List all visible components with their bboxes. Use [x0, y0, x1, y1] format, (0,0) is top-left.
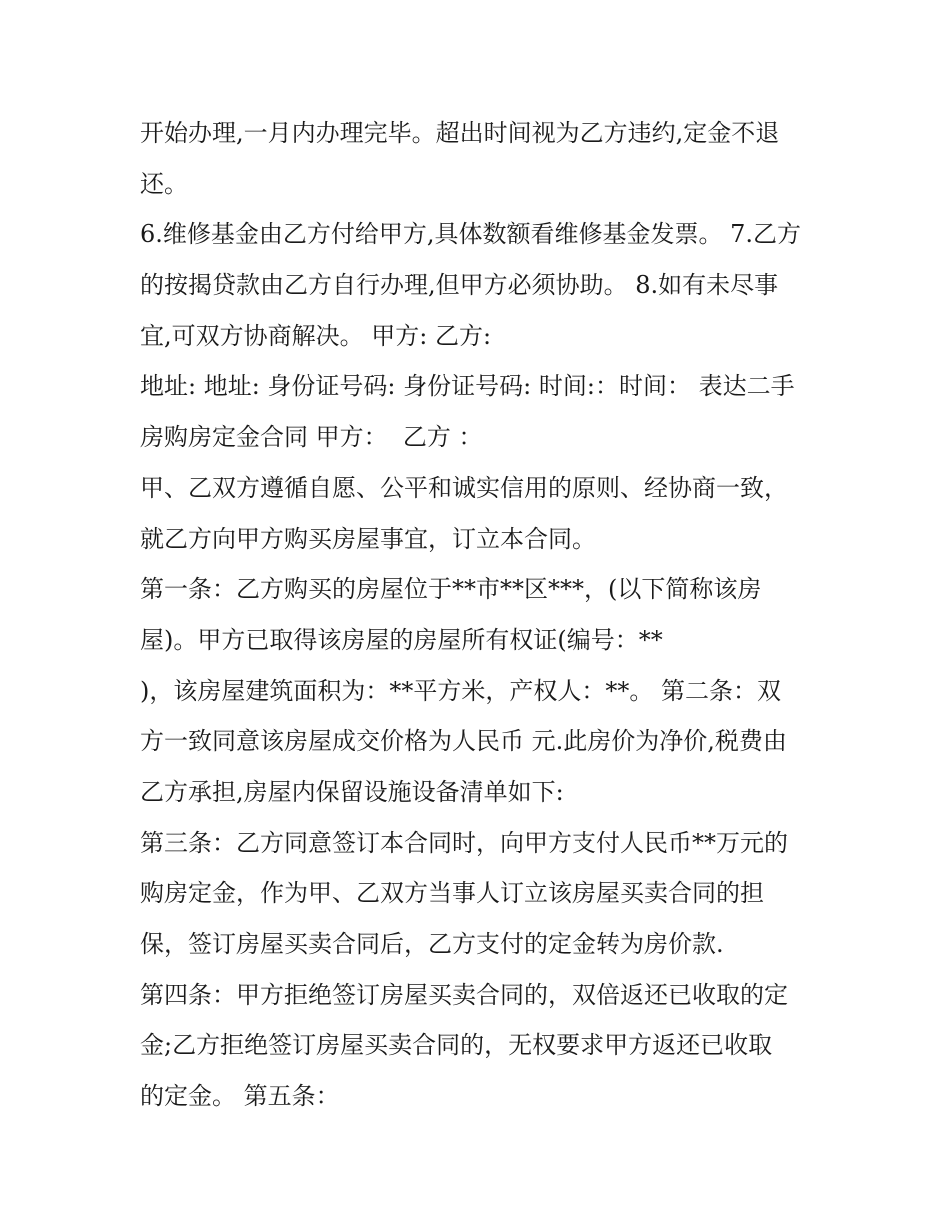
text-line: 6.维修基金由乙方付给甲方,具体数额看维修基金发票。 7.乙方 [140, 220, 802, 249]
text-line: 宜,可双方协商解决。 甲方: 乙方: [140, 321, 492, 350]
text-line: )，该房屋建筑面积为：**平方米，产权人：**。 第二条：双 [140, 676, 781, 705]
text-line: 购房定金，作为甲、乙双方当事人订立该房屋买卖合同的担 [140, 879, 764, 908]
text-line: 屋)。甲方已取得该房屋的房屋所有权证(编号：** [140, 625, 663, 654]
text-line: 的按揭贷款由乙方自行办理,但甲方必须协助。 8.如有未尽事 [140, 271, 779, 300]
text-line: 还。 [140, 169, 188, 198]
text-line: 第三条：乙方同意签订本合同时，向甲方支付人民币**万元的 [140, 828, 788, 857]
text-line: 方一致同意该房屋成交价格为人民币 元.此房价为净价,税费由 [140, 727, 787, 756]
text-line: 地址: 地址: 身份证号码: 身份证号码: 时间:：时间： 表达二手 [140, 372, 795, 401]
text-line: 金;乙方拒绝签订房屋买卖合同的，无权要求甲方返还已收取 [140, 1031, 773, 1060]
text-line: 就乙方向甲方购买房屋事宜，订立本合同。 [140, 524, 596, 553]
text-line: 的定金。 第五条： [140, 1082, 340, 1111]
text-line: 保，签订房屋买卖合同后，乙方支付的定金转为房价款. [140, 930, 724, 958]
text-line: 开始办理,一月内办理完毕。超出时间视为乙方违约,定金不退 [140, 119, 780, 147]
text-line: 房购房定金合同 甲方： 乙方 ： [140, 423, 483, 452]
contract-text [140, 108, 820, 1122]
text-line: 甲、乙双方遵循自愿、公平和诚实信用的原则、经协商一致， [140, 473, 788, 502]
text-line: 乙方承担,房屋内保留设施设备清单如下: [140, 777, 564, 806]
text-line: 第一条：乙方购买的房屋位于**市**区***，(以下简称该房 [140, 575, 762, 604]
text-line: 第四条：甲方拒绝签订房屋买卖合同的，双倍返还已收取的定 [140, 980, 788, 1009]
